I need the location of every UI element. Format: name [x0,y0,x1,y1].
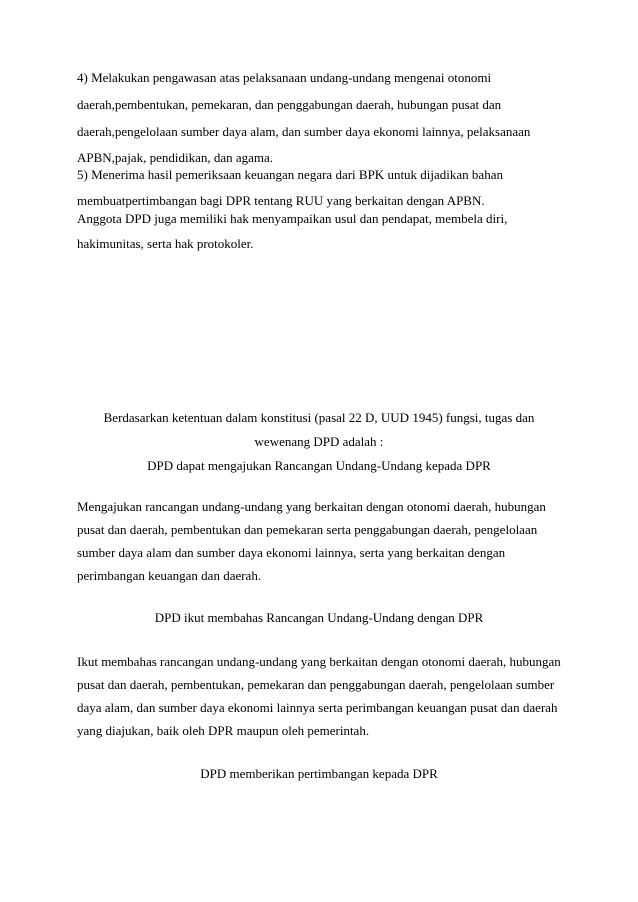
paragraph-line: 4) Melakukan pengawasan atas pelaksanaan undang-undang mengenai otonomi [77,70,492,85]
paragraph-line: daerah,pengelolaan sumber daya alam, dan sumber daya ekonomi lainnya, pelaksanaan [77,124,531,139]
paragraph-line: perimbangan keuangan dan daerah. [77,568,262,583]
intro-line: wewenang DPD adalah : [254,434,384,449]
paragraph-line: daerah,pembentukan, pemekaran, dan penggabungan daerah, hubungan pusat dan [77,97,502,112]
paragraph-line: sumber daya alam dan sumber daya ekonomi lainnya, serta yang berkaitan dengan [77,545,506,560]
section-heading: DPD dapat mengajukan Rancangan Undang-Undang kepada DPR [147,458,491,473]
paragraph-line: Mengajukan rancangan undang-undang yang berkaitan dengan otonomi daerah, hubungan [77,499,546,514]
paragraph-line: pusat dan daerah, pembentukan, pemekaran dan penggabungan daerah, pengelolaan sumber [77,677,555,692]
section-heading: DPD memberikan pertimbangan kepada DPR [200,766,438,781]
paragraph-line: Anggota DPD juga memiliki hak menyampaikan usul dan pendapat, membela diri, [77,211,508,226]
paragraph-line: hakimunitas, serta hak protokoler. [77,236,254,251]
paragraph-line: yang diajukan, baik oleh DPR maupun oleh pemerintah. [77,723,370,738]
paragraph-line: APBN,pajak, pendidikan, dan agama. [77,150,274,165]
paragraph-line: pusat dan daerah, pembentukan dan pemekaran serta penggabungan daerah, pengelolaan [77,522,538,537]
section-heading: DPD ikut membahas Rancangan Undang-Undang dengan DPR [154,610,484,625]
paragraph-line: 5) Menerima hasil pemeriksaan keuangan negara dari BPK untuk dijadikan bahan [77,167,503,182]
paragraph-line: Ikut membahas rancangan undang-undang yang berkaitan dengan otonomi daerah, hubungan [77,654,561,669]
paragraph-line: daya alam, dan sumber daya ekonomi lainnya serta perimbangan keuangan pusat dan daerah [77,700,558,715]
paragraph-line: membuatpertimbangan bagi DPR tentang RUU yang berkaitan dengan APBN. [77,193,485,208]
intro-line: Berdasarkan ketentuan dalam konstitusi (pasal 22 D, UUD 1945) fungsi, tugas dan [103,410,535,425]
